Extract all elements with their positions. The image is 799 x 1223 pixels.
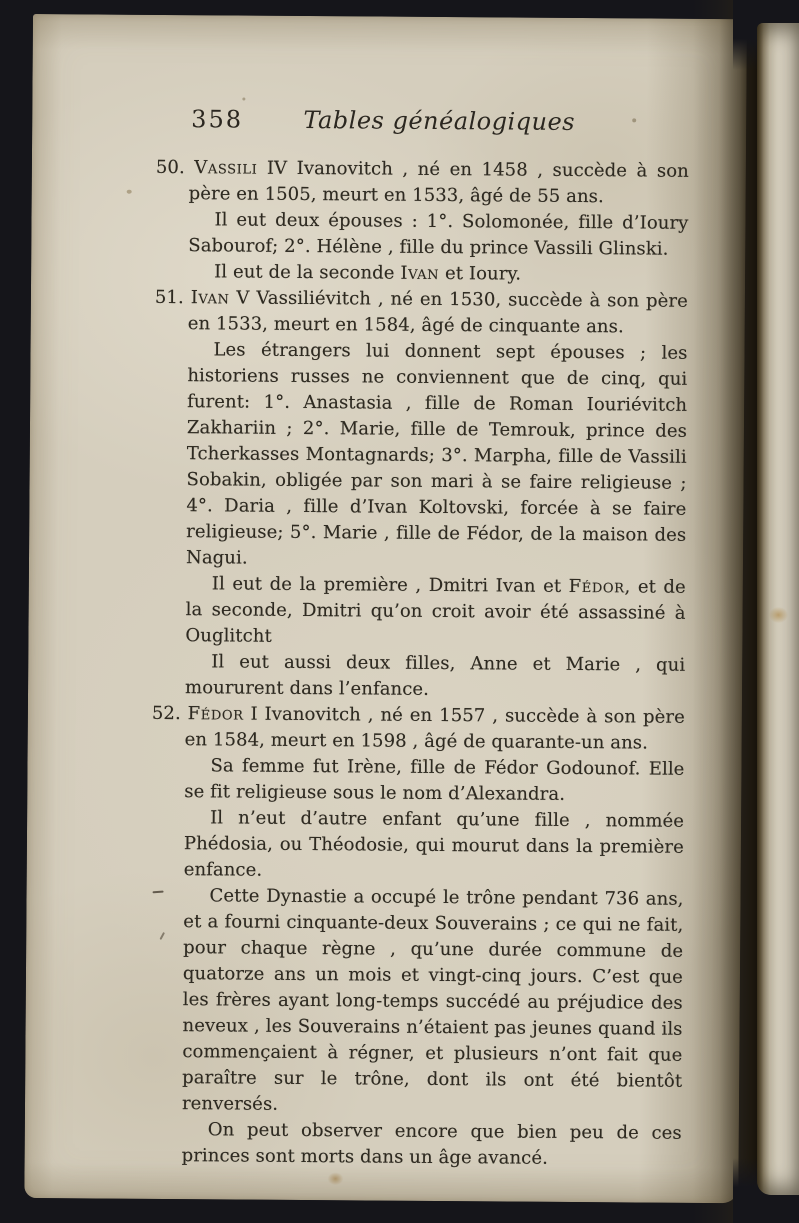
text-run: 50.: [155, 156, 195, 179]
paragraph: [155, 155, 689, 211]
text-run: 51.: [154, 286, 191, 309]
text-run: , et de la seconde, Dmitri qu’on croit avoir été assassiné à Ouglitcht: [185, 576, 686, 647]
name-smallcaps: Vassili: [194, 157, 258, 179]
book-page-right-edge: [757, 23, 799, 1195]
text-run: Il eut deux épouses : 1°. Solomonée, fille d’Ioury Sabourof; 2°. Hélène , fille du prince Vassili Glinski.: [188, 209, 689, 260]
paragraph: [186, 337, 688, 575]
name-smallcaps: Ivan: [400, 262, 440, 284]
paper-stain: [769, 607, 788, 623]
text-run: Il eut de la première , Dmitri Ivan et: [211, 573, 569, 597]
paper-stain: [327, 1172, 343, 1185]
paragraph: [185, 571, 686, 653]
text-run: Cette Dynastie a occupé le trône pendant 736 ans, et a fourni cinquante-deux Souverains ; ce qui ne fait, pour chaque règne , qu’une durée commune de quatorze ans un mois et vingt-cinq jours. C’est que les frères ayant long-temps succédé au préjudice des neveux , les Souverains n’étaient pas jeunes quand ils commençaient à régner, et plusieurs n’ont fait que paraître sur le trône, dont ils ont été bientôt renversés.: [181, 885, 684, 1115]
running-title: Tables généalogiques: [303, 105, 576, 136]
paragraph: [188, 207, 688, 263]
text-run: Sa femme fut Irène, fille de Fédor Godounof. Elle se fit religieuse sous le nom d’Alexandra.: [184, 755, 685, 805]
text-run: V Vassiliévitch , né en 1530, succède à son père en 1533, meurt en 1584, âgé de cinquante ans.: [187, 287, 688, 338]
paragraph: [188, 259, 688, 289]
margin-mark: [153, 891, 164, 894]
margin-mark: [159, 932, 165, 940]
text-run: Il n’eut d’autre enfant qu’une fille , nommée Phédosia, ou Théodosie, qui mourut dans la première enfance.: [183, 807, 685, 881]
page-content: [151, 15, 690, 1169]
text-run: I Ivanovitch , né en 1557 , succède à son père en 1584, meurt en 1598 , âgé de quarante-un ans.: [184, 703, 685, 754]
text-run: 52.: [151, 702, 188, 725]
paper-speck: [632, 118, 636, 122]
paragraph: [182, 883, 684, 1121]
paper-speck: [127, 190, 132, 194]
page-number: 358: [191, 105, 244, 134]
name-smallcaps: Ivan: [190, 287, 230, 309]
text-run: On peut observer encore que bien peu de ces princes sont morts dans un âge avancé.: [181, 1119, 682, 1169]
text-run: Les étrangers lui donnent sept épouses ; les historiens russes ne conviennent que de cinq, qui furent: 1°. Anastasia , fille de Roman Iouriévitch Zakhariin ; 2°. Marie, fille de Temrouk, prince des Tcherkasses Montagnards; 3°. Marpha, fille de Vassili Sobakin, obligée par son mari à se faire religieuse ; 4°. Daria , fille d’Ivan Koltovski, forcée à se faire religieuse; 5°. Marie , fille de Fédor, de la maison des Nagui.: [185, 339, 688, 569]
text-run: et Ioury.: [439, 262, 522, 285]
paragraph: [182, 1117, 682, 1173]
paragraph: [154, 285, 688, 341]
name-smallcaps: Fédor: [568, 575, 625, 598]
paragraph: [151, 701, 685, 757]
book-page-left: [24, 14, 747, 1203]
paragraph: [185, 649, 685, 705]
paragraph: [184, 753, 684, 809]
page-header: [189, 105, 689, 143]
text-run: Il eut de la seconde: [214, 261, 401, 284]
name-smallcaps: Fédor: [187, 703, 244, 725]
text-run: IV Ivanovitch , né en 1458 , succède à son père en 1505, meurt en 1533, âgé de 55 ans.: [188, 157, 689, 208]
book-gutter-shadow: [693, 0, 760, 1223]
paper-speck: [423, 759, 426, 762]
paragraph: [184, 805, 685, 887]
paper-speck: [585, 478, 588, 481]
paper-speck: [242, 98, 245, 101]
page-body: [151, 155, 689, 1173]
text-run: Il eut aussi deux filles, Anne et Marie , qui moururent dans l’enfance.: [184, 651, 686, 700]
